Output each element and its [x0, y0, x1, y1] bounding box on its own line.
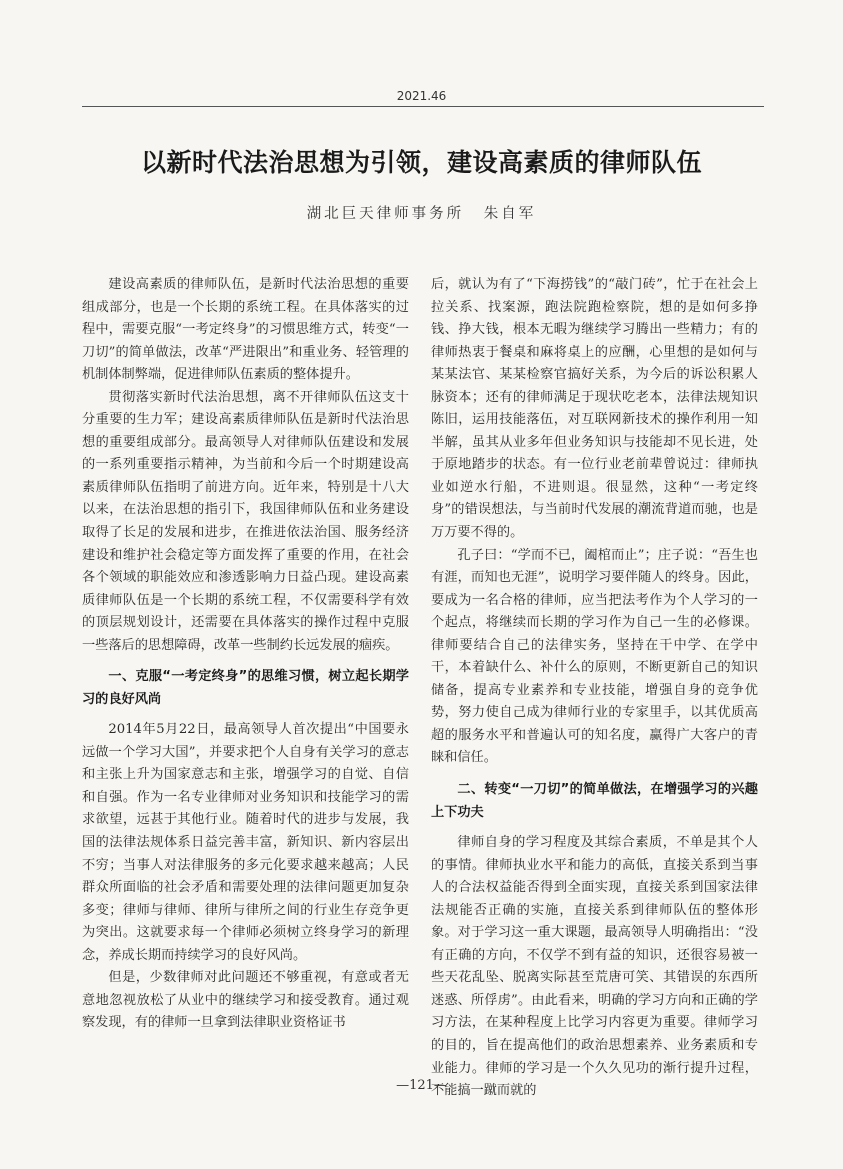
paragraph: 后，就认为有了“下海捞钱”的“敲门砖”，忙于在社会上拉关系、找案源，跑法院跑检察院，想的是如何多挣钱、挣大钱，根本无暇为继续学习腾出一些精力；有的律师热衷于餐桌和麻将桌上的应酬，心里想的是如何与某某法官、某某检察官搞好关系，为今后的诉讼积累人脉资本；还有的律师满足于现状吃老本，法律法规知识陈旧，运用技能落伍，对互联网新技术的操作利用一知半解，虽其从业多年但业务知识与技能却不见长进，处于原地踏步的状态。有一位行业老前辈曾说过：律师执业如逆水行船，不进则退。很显然，这种“一考定终身”的错误想法，与当前时代发展的潮流背道而驰，也是万万要不得的。: [431, 277, 758, 541]
byline: [0, 202, 843, 223]
article-title: 以新时代法治思想为引领，建设高素质的律师队伍: [140, 148, 702, 177]
author-organization: 湖北巨天律师事务所: [306, 206, 465, 222]
author-name: 朱自军: [483, 206, 537, 222]
right-column: [431, 274, 758, 1103]
header-rule: [82, 106, 764, 107]
section-heading-2: 二、转变“一刀切”的简单做法，在增强学习的兴趣上下功夫: [431, 782, 758, 821]
paragraph: 律师自身的学习程度及其综合素质，不单是其个人的事情。律师执业水平和能力的高低，直接关系到当事人的合法权益能否得到全面实现，直接关系到国家法律法规能否正确的实施，直接关系到律师队伍的整体形象。对于学习这一重大课题，最高领导人明确指出：“没有正确的方向，不仅学不到有益的知识，还很容易被一些天花乱坠、脱离实际甚至荒唐可笑、其错误的东西所迷惑、所俘虏”。由此看来，明确的学习方向和正确的学习方法，在某种程度上比学习内容更为重要。律师学习的目的，旨在提高他们的政治思想素养、业务素质和专业能力。律师的学习是一个久久见功的渐行提升过程，不能搞一蹴而就的: [431, 835, 758, 1099]
paragraph: 2014年5月22日，最高领导人首次提出“中国要永远做一个学习大国”，并要求把个人自身有关学习的意志和主张上升为国家意志和主张，增强学习的自觉、自信和自强。作为一名专业律师对业务知识和技能学习的需求欲望，远甚于其他行业。随着时代的进步与发展，我国的法律法规体系日益完善丰富，新知识、新内容层出不穷；当事人对法律服务的多元化要求越来越高；人民群众所面临的社会矛盾和需要处理的法律问题更加复杂多变；律师与律师、律所与律所之间的行业生存竞争更为突出。这就要求每一个律师必须树立终身学习的新理念，养成长期而持续学习的良好风尚。: [82, 722, 409, 963]
left-column: [82, 274, 409, 1035]
page-number: —121—: [396, 1078, 447, 1093]
paragraph: 但是，少数律师对此问题还不够重视，有意或者无意地忽视放松了从业中的继续学习和接受教育。通过观察发现，有的律师一旦拿到法律职业资格证书: [82, 970, 409, 1031]
issue-number: 2021.46: [396, 89, 447, 103]
paragraph: 孔子曰：“学而不已，阖棺而止”；庄子说：“吾生也有涯，而知也无涯”，说明学习要伴随人的终身。因此，要成为一名合格的律师，应当把法考作为个人学习的一个起点，将继续而长期的学习作为自己一生的必修课。律师要结合自己的法律实务，坚持在干中学、在学中干，本着缺什么、补什么的原则，不断更新自己的知识储备，提高专业素养和专业技能，增强自身的竞争优势，努力使自己成为律师行业的专家里手，以其优质高超的服务水平和普遍认可的知名度，赢得广大客户的青睐和信任。: [431, 547, 758, 766]
section-heading-1: 一、克服“一考定终身”的思维习惯，树立起长期学习的良好风尚: [82, 669, 409, 708]
paragraph: 贯彻落实新时代法治思想，离不开律师队伍这支十分重要的生力军；建设高素质律师队伍是新时代法治思想的重要组成部分。最高领导人对律师队伍建设和发展的一系列重要指示精神，为当前和今后一个时期建设高素质律师队伍指明了前进方向。近年来，特别是十八大以来，在法治思想的指引下，我国律师队伍和业务建设取得了长足的发展和进步，在推进依法治国、服务经济建设和维护社会稳定等方面发挥了重要的作用，在社会各个领域的职能效应和渗透影响力日益凸现。建设高素质律师队伍是一个长期的系统工程，不仅需要科学有效的顶层规划设计，还需要在具体落实的操作过程中克服一些落后的思想障碍，改革一些制约长远发展的痼疾。: [82, 389, 409, 653]
paragraph: 建设高素质的律师队伍，是新时代法治思想的重要组成部分，也是一个长期的系统工程。在具体落实的过程中，需要克服“一考定终身”的习惯思维方式，转变“一刀切”的简单做法，改革“严进限出”和重业务、轻管理的机制体制弊端，促进律师队伍素质的整体提升。: [82, 277, 409, 383]
